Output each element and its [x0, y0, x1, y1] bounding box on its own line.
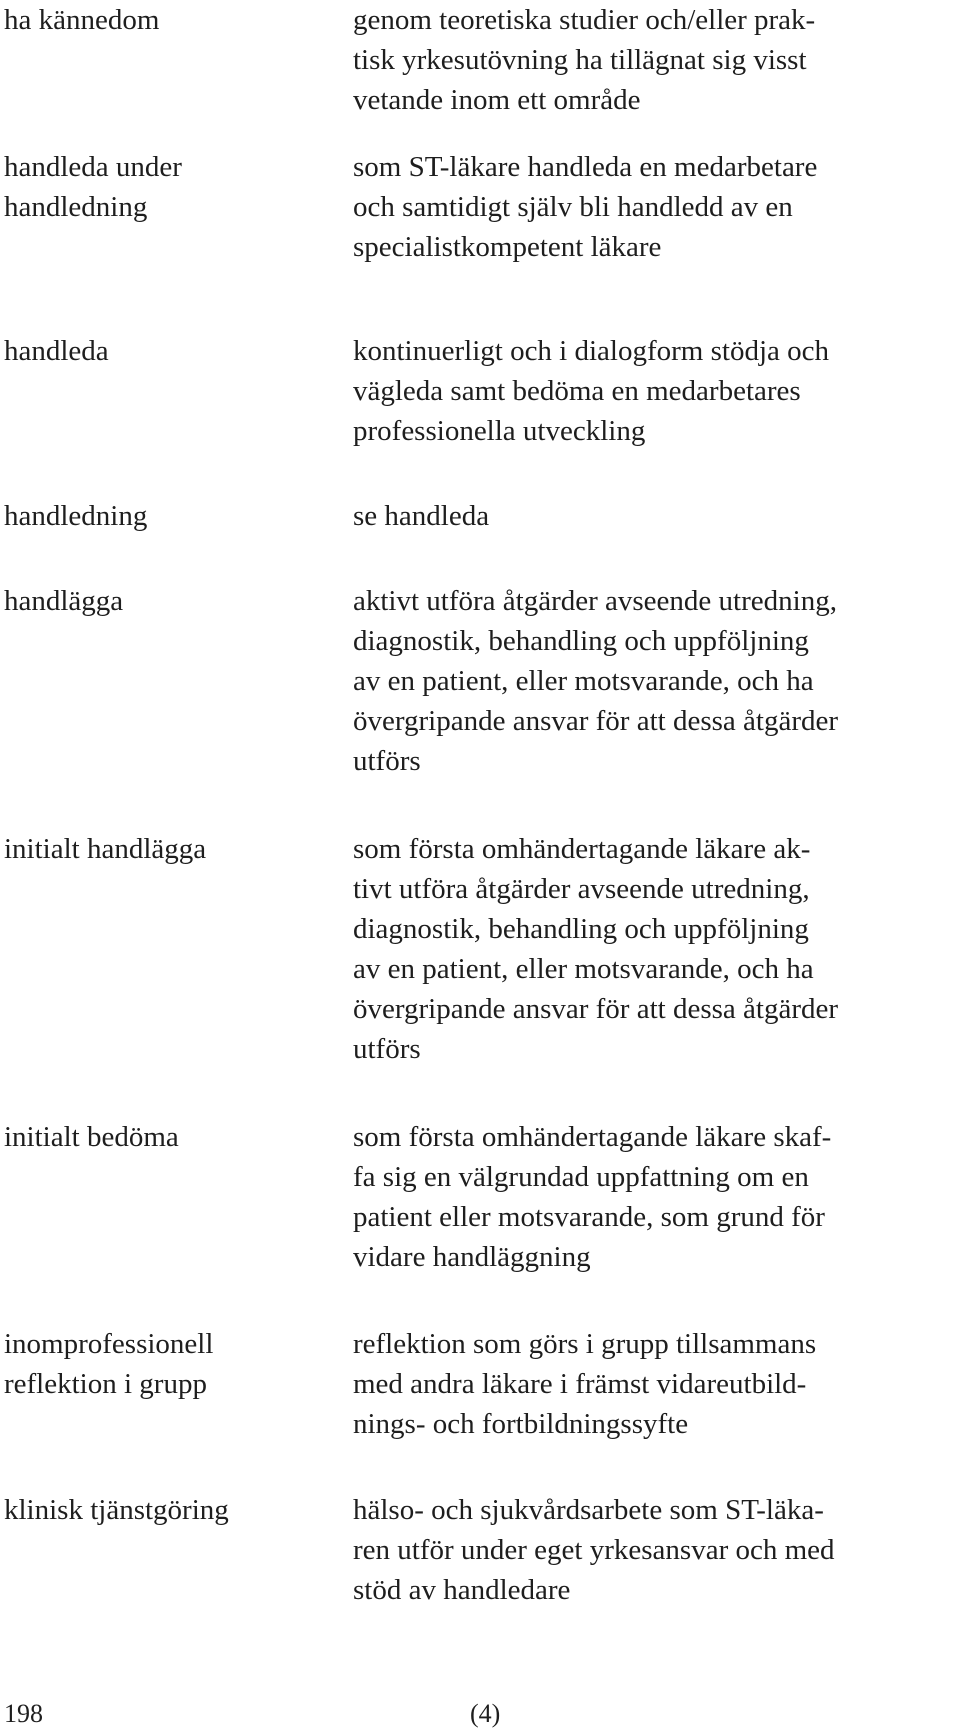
definition-line: hälso- och sjukvårdsarbete som ST-läka- [353, 1494, 824, 1526]
glossary-term [4, 331, 344, 371]
glossary-definition [353, 581, 958, 781]
definition-line: som första omhändertagande läkare ak- [353, 833, 811, 865]
term-line: handlägga [4, 585, 124, 617]
term-line: handledning [4, 191, 148, 223]
definition-line: övergripande ansvar för att dessa åtgärder [353, 993, 838, 1025]
definition-line: reflektion som görs i grupp tillsammans [353, 1328, 817, 1360]
definition-line: aktivt utföra åtgärder avseende utredning, [353, 585, 837, 617]
definition-line: stöd av handledare [353, 1574, 571, 1606]
glossary-term [4, 0, 344, 40]
definition-line: och samtidigt själv bli handledd av en [353, 191, 793, 223]
definition-line: diagnostik, behandling och uppföljning [353, 913, 809, 945]
glossary-definition [353, 331, 958, 451]
glossary-definition [353, 1117, 958, 1277]
definition-line: tivt utföra åtgärder avseende utredning, [353, 873, 810, 905]
definition-line: med andra läkare i främst vidareutbild- [353, 1368, 807, 1400]
term-line: initialt handlägga [4, 833, 207, 865]
definition-line: som första omhändertagande läkare skaf- [353, 1121, 832, 1153]
glossary-definition [353, 496, 958, 536]
glossary-term [4, 147, 344, 227]
definition-line: professionella utveckling [353, 415, 646, 447]
glossary-term [4, 581, 344, 621]
page-number: 198 [4, 1699, 43, 1728]
definition-line: ren utför under eget yrkesansvar och med [353, 1534, 835, 1566]
definition-line: kontinuerligt och i dialogform stödja och [353, 335, 829, 367]
definition-line: diagnostik, behandling och uppföljning [353, 625, 809, 657]
term-line: handledning [4, 500, 148, 532]
definition-line: övergripande ansvar för att dessa åtgärder [353, 705, 838, 737]
definition-line: som ST-läkare handleda en medarbetare [353, 151, 818, 183]
glossary-term [4, 1324, 344, 1404]
section-marker: (4) [470, 1699, 501, 1728]
term-line: handleda under [4, 151, 182, 183]
definition-line: vägleda samt bedöma en medarbetares [353, 375, 801, 407]
term-line: reflektion i grupp [4, 1368, 207, 1400]
definition-line: genom teoretiska studier och/eller prak- [353, 4, 816, 36]
glossary-term [4, 1490, 344, 1530]
glossary-definition [353, 147, 958, 267]
glossary-term [4, 829, 344, 869]
glossary-term [4, 1117, 344, 1157]
definition-line: specialistkompetent läkare [353, 231, 662, 263]
definition-line: patient eller motsvarande, som grund för [353, 1201, 825, 1233]
term-line: ha kännedom [4, 4, 160, 36]
definition-line: utförs [353, 1033, 421, 1065]
definition-line: av en patient, eller motsvarande, och ha [353, 665, 814, 697]
definition-line: vetande inom ett område [353, 84, 641, 116]
glossary-definition [353, 829, 958, 1069]
definition-line: se handleda [353, 500, 490, 532]
definition-line: utförs [353, 745, 421, 777]
glossary-definition [353, 1490, 958, 1610]
term-line: handleda [4, 335, 109, 367]
definition-line: fa sig en välgrundad uppfattning om en [353, 1161, 809, 1193]
definition-line: av en patient, eller motsvarande, och ha [353, 953, 814, 985]
term-line: inomprofessionell [4, 1328, 214, 1360]
glossary-definition [353, 1324, 958, 1444]
definition-line: vidare handläggning [353, 1241, 591, 1273]
term-line: klinisk tjänstgöring [4, 1494, 229, 1526]
glossary-definition [353, 0, 958, 120]
term-line: initialt bedöma [4, 1121, 179, 1153]
definition-line: tisk yrkesutövning ha tillägnat sig visst [353, 44, 807, 76]
definition-line: nings- och fortbildningssyfte [353, 1408, 689, 1440]
glossary-term [4, 496, 344, 536]
